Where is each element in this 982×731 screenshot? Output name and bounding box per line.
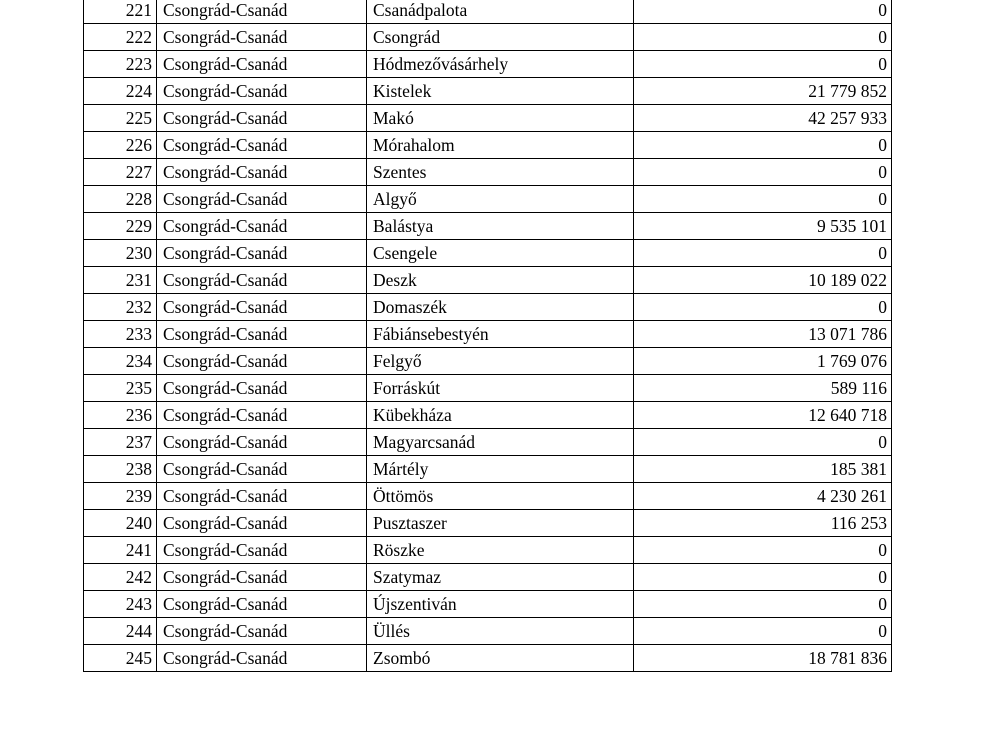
table-row	[84, 564, 892, 591]
county-cell: Csongrád-Csanád	[157, 105, 367, 132]
table-row	[84, 78, 892, 105]
row-number-cell: 238	[84, 456, 157, 483]
county-cell: Csongrád-Csanád	[157, 591, 367, 618]
row-number-cell: 243	[84, 591, 157, 618]
municipality-cell: Csongrád	[367, 24, 634, 51]
table-body	[84, 0, 892, 672]
row-number-cell: 239	[84, 483, 157, 510]
amount-cell: 589 116	[634, 375, 892, 402]
table-row	[84, 24, 892, 51]
county-cell: Csongrád-Csanád	[157, 618, 367, 645]
municipality-cell: Deszk	[367, 267, 634, 294]
table-row	[84, 267, 892, 294]
amount-cell: 0	[634, 240, 892, 267]
row-number-cell: 229	[84, 213, 157, 240]
table-row	[84, 429, 892, 456]
row-number-cell: 221	[84, 0, 157, 24]
row-number-cell: 223	[84, 51, 157, 78]
county-cell: Csongrád-Csanád	[157, 78, 367, 105]
municipality-cell: Fábiánsebestyén	[367, 321, 634, 348]
amount-cell: 0	[634, 429, 892, 456]
row-number-cell: 225	[84, 105, 157, 132]
table-row	[84, 510, 892, 537]
row-number-cell: 233	[84, 321, 157, 348]
county-cell: Csongrád-Csanád	[157, 159, 367, 186]
amount-cell: 1 769 076	[634, 348, 892, 375]
amount-cell: 0	[634, 0, 892, 24]
municipality-cell: Csengele	[367, 240, 634, 267]
municipality-cell: Kistelek	[367, 78, 634, 105]
table-row	[84, 186, 892, 213]
amount-cell: 0	[634, 537, 892, 564]
row-number-cell: 224	[84, 78, 157, 105]
municipality-cell: Öttömös	[367, 483, 634, 510]
municipality-cell: Szentes	[367, 159, 634, 186]
data-table	[83, 0, 892, 672]
row-number-cell: 242	[84, 564, 157, 591]
row-number-cell: 228	[84, 186, 157, 213]
amount-cell: 0	[634, 186, 892, 213]
row-number-cell: 235	[84, 375, 157, 402]
county-cell: Csongrád-Csanád	[157, 0, 367, 24]
row-number-cell: 240	[84, 510, 157, 537]
municipality-cell: Forráskút	[367, 375, 634, 402]
municipality-cell: Üllés	[367, 618, 634, 645]
county-cell: Csongrád-Csanád	[157, 186, 367, 213]
row-number-cell: 244	[84, 618, 157, 645]
municipality-cell: Algyő	[367, 186, 634, 213]
county-cell: Csongrád-Csanád	[157, 645, 367, 672]
amount-cell: 0	[634, 132, 892, 159]
amount-cell: 0	[634, 294, 892, 321]
county-cell: Csongrád-Csanád	[157, 537, 367, 564]
row-number-cell: 231	[84, 267, 157, 294]
county-cell: Csongrád-Csanád	[157, 483, 367, 510]
row-number-cell: 226	[84, 132, 157, 159]
table-row	[84, 132, 892, 159]
county-cell: Csongrád-Csanád	[157, 132, 367, 159]
table-row	[84, 375, 892, 402]
row-number-cell: 230	[84, 240, 157, 267]
county-cell: Csongrád-Csanád	[157, 321, 367, 348]
county-cell: Csongrád-Csanád	[157, 294, 367, 321]
row-number-cell: 222	[84, 24, 157, 51]
row-number-cell: 227	[84, 159, 157, 186]
table-row	[84, 456, 892, 483]
row-number-cell: 236	[84, 402, 157, 429]
amount-cell: 0	[634, 564, 892, 591]
amount-cell: 185 381	[634, 456, 892, 483]
table-row	[84, 294, 892, 321]
municipality-cell: Domaszék	[367, 294, 634, 321]
municipality-cell: Makó	[367, 105, 634, 132]
table-row	[84, 402, 892, 429]
county-cell: Csongrád-Csanád	[157, 24, 367, 51]
amount-cell: 0	[634, 24, 892, 51]
table-row	[84, 51, 892, 78]
county-cell: Csongrád-Csanád	[157, 267, 367, 294]
row-number-cell: 237	[84, 429, 157, 456]
table-row	[84, 0, 892, 24]
table-row	[84, 321, 892, 348]
municipality-cell: Csanádpalota	[367, 0, 634, 24]
table-row	[84, 348, 892, 375]
amount-cell: 21 779 852	[634, 78, 892, 105]
county-cell: Csongrád-Csanád	[157, 375, 367, 402]
table-row	[84, 105, 892, 132]
amount-cell: 0	[634, 618, 892, 645]
table-row	[84, 645, 892, 672]
county-cell: Csongrád-Csanád	[157, 402, 367, 429]
row-number-cell: 245	[84, 645, 157, 672]
amount-cell: 116 253	[634, 510, 892, 537]
county-cell: Csongrád-Csanád	[157, 456, 367, 483]
municipality-cell: Felgyő	[367, 348, 634, 375]
amount-cell: 42 257 933	[634, 105, 892, 132]
municipality-cell: Röszke	[367, 537, 634, 564]
county-cell: Csongrád-Csanád	[157, 564, 367, 591]
amount-cell: 10 189 022	[634, 267, 892, 294]
table-row	[84, 618, 892, 645]
municipality-cell: Kübekháza	[367, 402, 634, 429]
amount-cell: 9 535 101	[634, 213, 892, 240]
county-cell: Csongrád-Csanád	[157, 429, 367, 456]
row-number-cell: 241	[84, 537, 157, 564]
amount-cell: 0	[634, 159, 892, 186]
table-row	[84, 240, 892, 267]
municipality-cell: Magyarcsanád	[367, 429, 634, 456]
table-row	[84, 159, 892, 186]
table-row	[84, 483, 892, 510]
table-row	[84, 213, 892, 240]
municipality-cell: Zsombó	[367, 645, 634, 672]
amount-cell: 0	[634, 51, 892, 78]
amount-cell: 13 071 786	[634, 321, 892, 348]
table-row	[84, 591, 892, 618]
municipality-cell: Pusztaszer	[367, 510, 634, 537]
municipality-cell: Hódmezővásárhely	[367, 51, 634, 78]
county-cell: Csongrád-Csanád	[157, 240, 367, 267]
municipality-cell: Balástya	[367, 213, 634, 240]
amount-cell: 18 781 836	[634, 645, 892, 672]
municipality-cell: Mártély	[367, 456, 634, 483]
county-cell: Csongrád-Csanád	[157, 51, 367, 78]
amount-cell: 12 640 718	[634, 402, 892, 429]
county-cell: Csongrád-Csanád	[157, 510, 367, 537]
municipality-cell: Szatymaz	[367, 564, 634, 591]
table-row	[84, 537, 892, 564]
county-cell: Csongrád-Csanád	[157, 348, 367, 375]
row-number-cell: 234	[84, 348, 157, 375]
row-number-cell: 232	[84, 294, 157, 321]
municipality-cell: Újszentiván	[367, 591, 634, 618]
amount-cell: 0	[634, 591, 892, 618]
county-cell: Csongrád-Csanád	[157, 213, 367, 240]
municipality-cell: Mórahalom	[367, 132, 634, 159]
amount-cell: 4 230 261	[634, 483, 892, 510]
